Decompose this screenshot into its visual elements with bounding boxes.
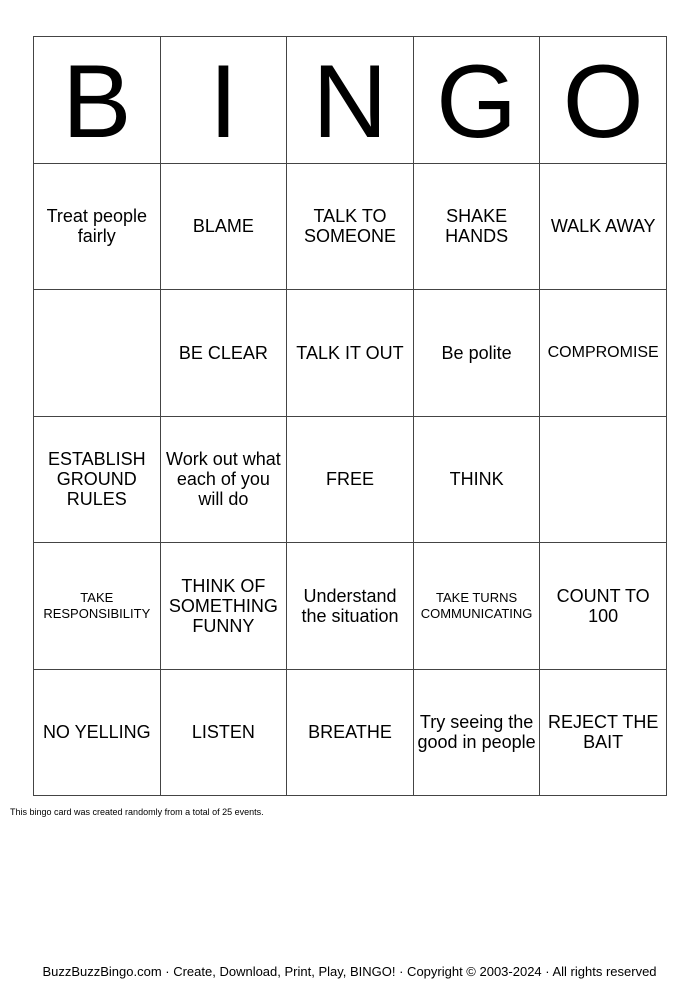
header-letter: B	[34, 37, 161, 164]
card-row	[34, 543, 667, 670]
card-row	[34, 290, 667, 417]
bingo-cell: Try seeing the good in people	[413, 669, 540, 796]
bingo-cell: LISTEN	[160, 669, 287, 796]
bingo-cell: TAKE TURNS COMMUNICATING	[413, 543, 540, 670]
bingo-card	[33, 36, 667, 796]
bingo-cell: COMPROMISE	[540, 290, 667, 417]
bingo-cell: BLAME	[160, 163, 287, 290]
header-letter: N	[287, 37, 414, 164]
bingo-cell: TALK IT OUT	[287, 290, 414, 417]
bingo-cell: NO YELLING	[34, 669, 161, 796]
footer: BuzzBuzzBingo.com · Create, Download, Print, Play, BINGO! · Copyright © 2003-2024 · All rights reserved	[42, 964, 657, 979]
bingo-cell	[34, 290, 161, 417]
bingo-cell: Understand the situation	[287, 543, 414, 670]
card-row	[34, 163, 667, 290]
bingo-cell: SHAKE HANDS	[413, 163, 540, 290]
bingo-cell	[540, 416, 667, 543]
bingo-cell: REJECT THE BAIT	[540, 669, 667, 796]
bingo-cell: FREE	[287, 416, 414, 543]
header-letter: I	[160, 37, 287, 164]
bingo-cell: ESTABLISH GROUND RULES	[34, 416, 161, 543]
bingo-cell: TALK TO SOMEONE	[287, 163, 414, 290]
bingo-cell: Be polite	[413, 290, 540, 417]
bingo-cell: Work out what each of you will do	[160, 416, 287, 543]
card-row	[34, 416, 667, 543]
bingo-cell: WALK AWAY	[540, 163, 667, 290]
card-row	[34, 669, 667, 796]
header-letter: G	[413, 37, 540, 164]
bingo-cell: THINK	[413, 416, 540, 543]
header-row	[34, 37, 667, 164]
bingo-cell: BE CLEAR	[160, 290, 287, 417]
bingo-cell: BREATHE	[287, 669, 414, 796]
bingo-cell: THINK OF SOMETHING FUNNY	[160, 543, 287, 670]
header-letter: O	[540, 37, 667, 164]
card-note: This bingo card was created randomly from a total of 25 events.	[10, 807, 264, 817]
bingo-cell: Treat people fairly	[34, 163, 161, 290]
bingo-cell: TAKE RESPONSIBILITY	[34, 543, 161, 670]
bingo-cell: COUNT TO 100	[540, 543, 667, 670]
